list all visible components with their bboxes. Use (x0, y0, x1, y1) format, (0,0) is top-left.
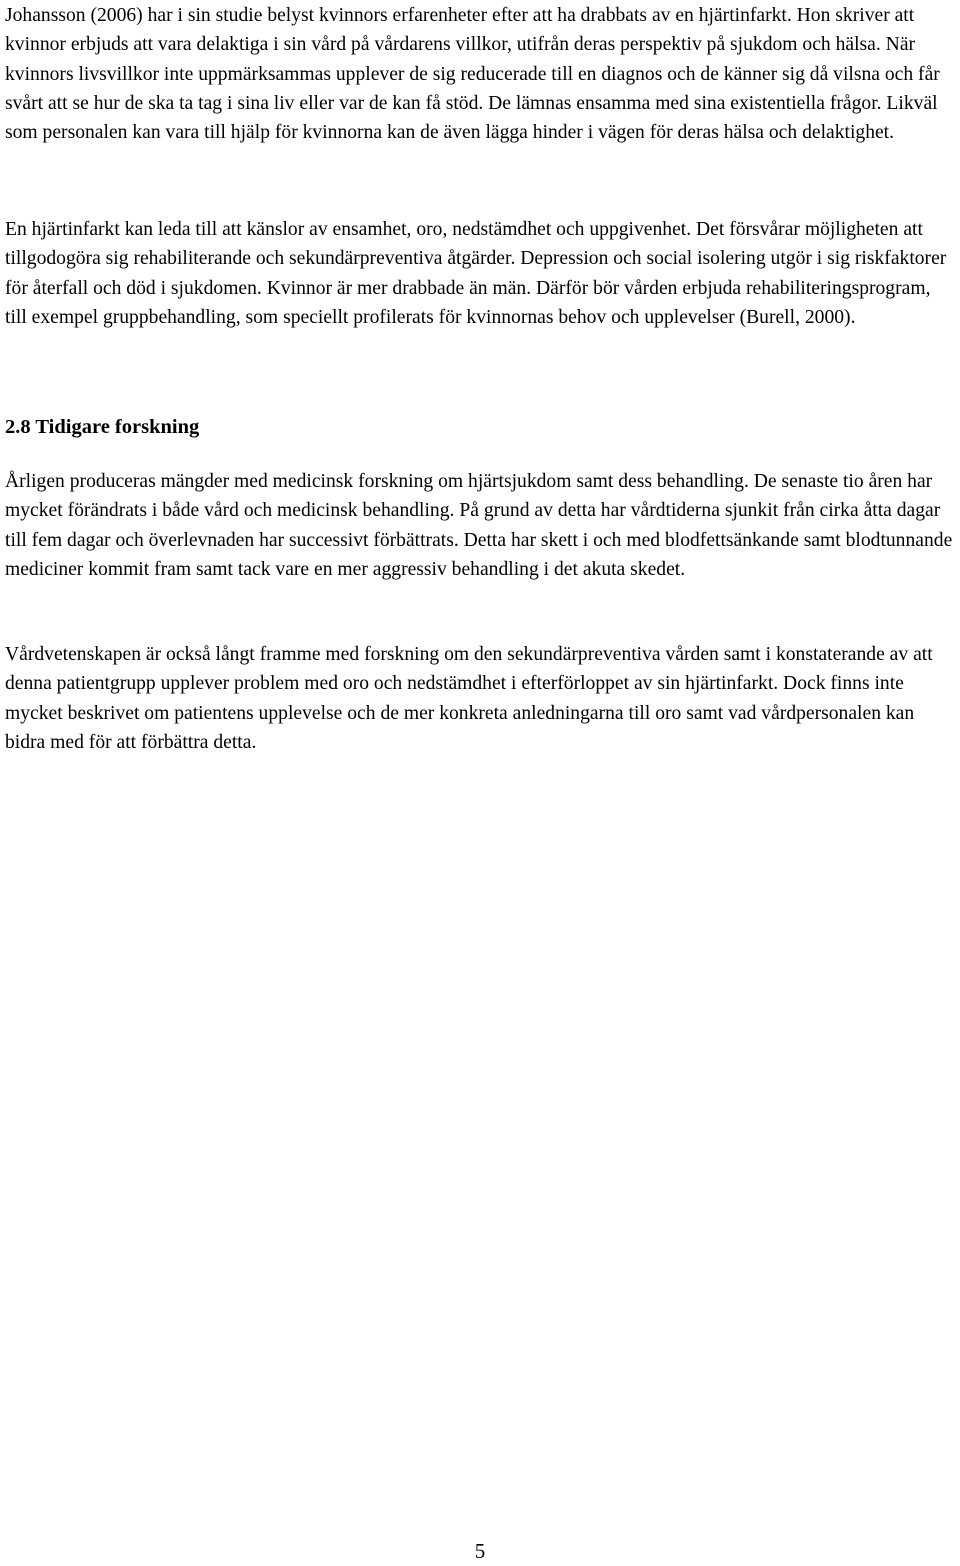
paragraph-johansson: Johansson (2006) har i sin studie belyst kvinnors erfarenheter efter att ha drabbats av en hjärtinfarkt. Hon skriver att kvinnor erbjuds att vara delaktiga i sin vård på vårdarens villkor, utifrån deras perspektiv på sjukdom och hälsa. När kvinnors livsvillkor inte uppmärksammas upplever de sig reducerade till en diagnos och de känner sig då vilsna och får svårt att se hur de ska ta tag i sina liv eller var de kan få stöd. De lämnas ensamma med sina existentiella frågor. Likväl som personalen kan vara till hjälp för kvinnorna kan de även lägga hinder i vägen för deras hälsa och delaktighet. (5, 5, 940, 144)
page-number: 5 (474, 1539, 486, 1563)
paragraph-hjartinfarkt: En hjärtinfarkt kan leda till att känslor av ensamhet, oro, nedstämdhet och uppgivenhet. Det försvårar möjligheten att tillgodogöra sig rehabiliterande och sekundärpreventiva åtgärder. Depression och social isolering utgör i sig riskfaktorer för återfall och död i sjukdomen. Kvinnor är mer drabbade än män. Därför bör vården erbjuda rehabiliteringsprogram, till exempel gruppbehandling, som speciellt profilerats för kvinnornas behov och upplevelser (Burell, 2000). (5, 219, 947, 328)
paragraph-vardvetenskap: Vårdvetenskapen är också långt framme med forskning om den sekundärpreventiva vården samt i konstaterande av att denna patientgrupp upplever problem med oro och nedstämdhet i efterförloppet av sin hjärtinfarkt. Dock finns inte mycket beskrivet om patientens upplevelse och de mer konkreta anledningarna till oro samt vad vårdpersonalen kan bidra med för att förbättra detta. (5, 644, 933, 753)
paragraph-forskning: Årligen produceras mängder med medicinsk forskning om hjärtsjukdom samt dess behandling. De senaste tio åren har mycket förändrats i både vård och medicinsk behandling. På grund av detta har vårdtiderna sjunkit från cirka åtta dagar till fem dagar och överlevnaden har successivt förbättrats. Detta har skett i och med blodfettsänkande samt blodtunnande mediciner kommit fram samt tack vare en mer aggressiv behandling i det akuta skedet. (5, 471, 953, 580)
section-heading: 2.8 Tidigare forskning (5, 416, 200, 438)
